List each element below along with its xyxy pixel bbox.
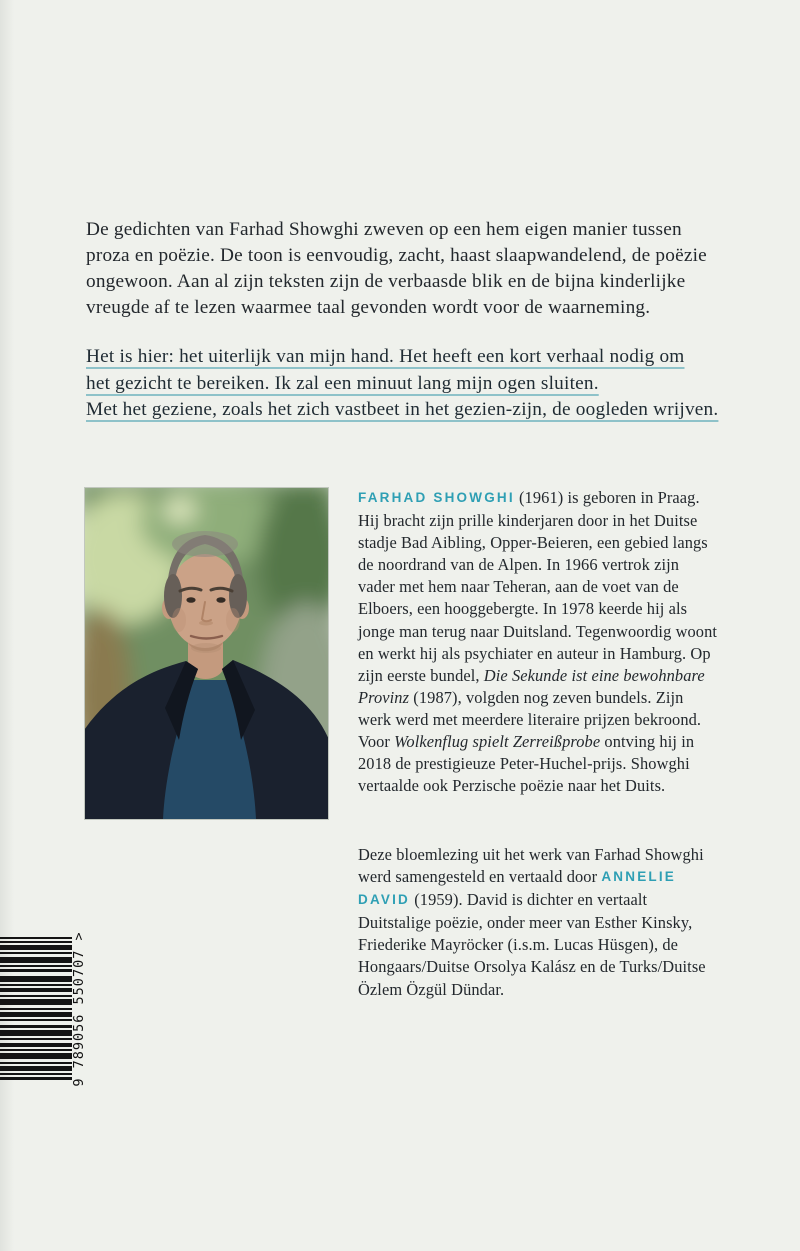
intro-paragraph: De gedichten van Farhad Showghi zweven op een hem eigen manier tussen proza en poëzie. De toon is eenvoudig, zacht, haast slaapwandelend, de poëzie ongewoon. Aan al zijn teksten zijn de verbaasde blik en de bijna kinderlijke vreugde af te lezen waarmee taal gevonden wordt voor de waarneming. xyxy=(86,219,707,318)
barcode-bars xyxy=(0,937,72,1081)
isbn-barcode xyxy=(0,931,100,1099)
author-bio: FARHAD SHOWGHI (1961) is geboren in Praag. Hij bracht zijn prille kinderjaren door in het Duitse stadje Bad Aibling, Opper-Beieren, een gebied langs de noordrand van de Alpen. In 1966 vertrok zijn vader met hem naar Teheran, aan de voet van de Elboers, een hooggebergte. In 1978 keerde hij als jonge man terug naar Duitsland. Tegenwoordig woont en werkt hij als psychiater en auteur in Hamburg. Op zijn eerste bundel, Die Sekunde ist eine bewohnbare Provinz (1987), volgden nog zeven bundels. Zijn werk werd met meerdere literaire prijzen bekroond. Voor Wolkenflug spielt Zerreißprobe ontving hij in 2018 de prestigieuze Peter-Huchel-prijs. Showghi vertaalde ook Perzische poëzie naar het Duits. xyxy=(358,488,718,796)
author-portrait-illustration xyxy=(85,488,328,819)
translator-note: Deze bloemlezing uit het werk van Farhad Showghi werd samengesteld en vertaald door ANNELIE DAVID (1959). David is dichter en vertaalt Duitstalige poëzie, onder meer van Esther Kinsky, Friederike Mayröcker (i.s.m. Lucas Hüsgen), de Hongaars/Duitse Orsolya Kalász en de Turks/Duitse Özlem Özgül Dündar. xyxy=(358,845,706,999)
isbn-number: 9 789056 550707 > xyxy=(71,931,87,1087)
author-photo xyxy=(85,488,328,819)
quote-block: Het is hier: het uiterlijk van mijn hand. Het heeft een kort verhaal nodig om het gezicht te bereiken. Ik zal een minuut lang mijn ogen sluiten. Met het geziene, zoals het zich vastbeet in het gezien-zijn, de oogleden wrijven. xyxy=(86,346,719,420)
